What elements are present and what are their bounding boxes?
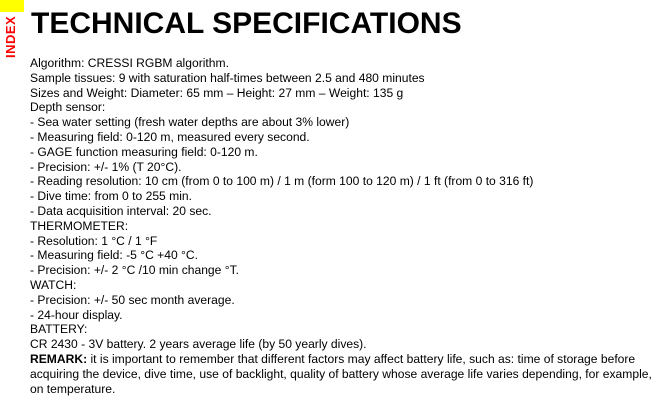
index-tab[interactable] <box>0 0 24 62</box>
spec-line: - Data acquisition interval: 20 sec. <box>30 203 212 218</box>
remark-text: it is important to remember that different factors may affect battery life, such as: time of storage before acquiring the device, dive time, use of backlight, quality of battery whose average life varies depending, for example, on temperature. <box>30 351 652 396</box>
spec-line: - Sea water setting (fresh water depths are about 3% lower) <box>30 115 350 130</box>
spec-line: Sizes and Weight: Diameter: 65 mm – Height: 27 mm – Weight: 135 g <box>30 85 404 100</box>
spec-line: Algorithm: CRESSI RGBM algorithm. <box>30 56 229 70</box>
spec-line: - Reading resolution: 10 cm (from 0 to 100 m) / 1 m (form 100 to 120 m) / 1 ft (from 0 to 316 ft) <box>30 174 534 189</box>
spec-section-heading: BATTERY: <box>30 322 88 337</box>
spec-line: - Precision: +/- 1% (T 20°C). <box>30 159 182 174</box>
spec-section-heading: Depth sensor: <box>30 100 106 115</box>
index-link-label[interactable]: INDEX <box>3 15 18 58</box>
spec-line: - Resolution: 1 °C / 1 °F <box>30 233 158 248</box>
remark-paragraph <box>30 352 664 396</box>
spec-section-heading: WATCH: <box>30 277 77 292</box>
spec-line: - Measuring field: 0-120 m, measured every second. <box>30 129 310 144</box>
spec-line: - Measuring field: -5 °C +40 °C. <box>30 248 198 263</box>
spec-line: Sample tissues: 9 with saturation half-times between 2.5 and 480 minutes <box>30 70 425 85</box>
spec-line: - 24-hour display. <box>30 307 123 322</box>
spec-line: - Precision: +/- 2 °C /10 min change °T. <box>30 263 239 278</box>
spec-line: - GAGE function measuring field: 0-120 m. <box>30 144 258 159</box>
spec-line: - Precision: +/- 50 sec month average. <box>30 292 235 307</box>
index-tab-highlight <box>0 0 24 12</box>
spec-line: - Dive time: from 0 to 255 min. <box>30 189 192 204</box>
spec-line: CR 2430 - 3V battery. 2 years average life (by 50 yearly dives). <box>30 337 367 352</box>
remark-label: REMARK: <box>30 351 88 366</box>
page-title: TECHNICAL SPECIFICATIONS <box>31 7 462 40</box>
specifications-body <box>30 56 664 396</box>
spec-section-heading: THERMOMETER: <box>30 218 129 233</box>
